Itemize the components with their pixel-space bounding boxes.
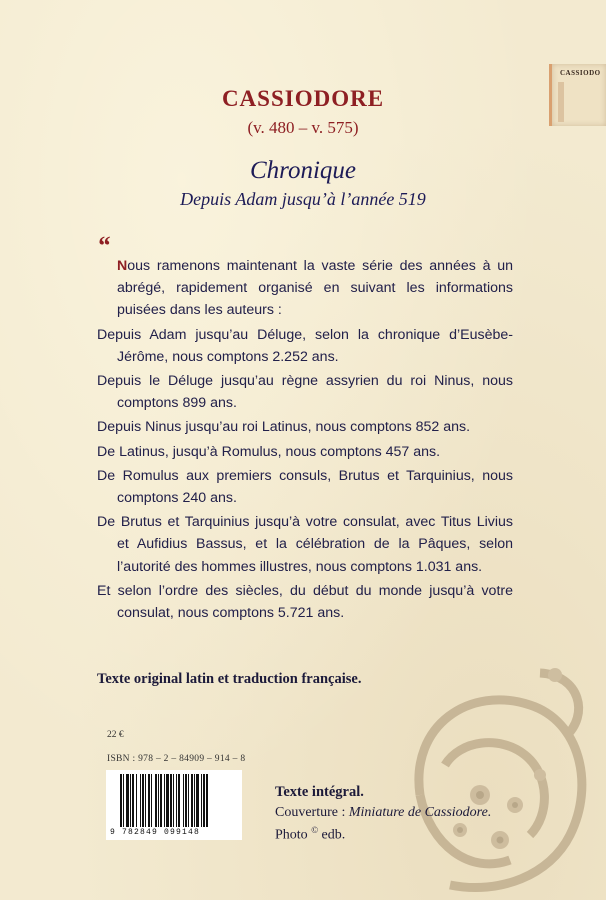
barcode-bar xyxy=(166,774,169,827)
barcode-bar xyxy=(151,774,152,827)
quote-entry: Depuis Adam jusqu’au Déluge, selon la chronique d’Eusèbe-Jérôme, nous comptons 2.252 ans. xyxy=(97,326,513,365)
author-name: CASSIODORE xyxy=(221,86,385,111)
barcode-bar xyxy=(194,774,195,827)
barcode-bar xyxy=(130,774,131,827)
photo-credit xyxy=(275,825,345,844)
spine-label: CASSIODO xyxy=(560,69,601,77)
barcode-bar xyxy=(196,774,199,827)
barcode-bar xyxy=(173,774,174,827)
quote-intro xyxy=(97,255,513,322)
barcode-bar xyxy=(155,774,157,827)
barcode xyxy=(106,770,242,840)
isbn: ISBN : 978 – 2 – 84909 – 914 – 8 xyxy=(107,754,246,764)
book-subtitle: Depuis Adam jusqu’à l’année 519 xyxy=(180,189,426,209)
price: 22 € xyxy=(107,730,124,740)
barcode-bar xyxy=(170,774,172,827)
barcode-bar xyxy=(140,774,141,827)
barcode-bar xyxy=(132,774,134,827)
edition-note: Texte original latin et traduction française. xyxy=(97,671,362,687)
barcode-bar xyxy=(201,774,202,827)
book-title: Chronique xyxy=(249,157,357,184)
cover-credit-text: Miniature de Cassiodore. xyxy=(348,805,492,820)
cover-label: Couverture : xyxy=(275,805,349,820)
barcode-bar xyxy=(120,774,122,827)
quote-open-mark: “ xyxy=(97,231,110,260)
barcode-bar xyxy=(191,774,193,827)
barcode-digits: 9 782849 099148 xyxy=(110,828,201,837)
quote-entry: De Latinus, jusqu’à Romulus, nous comptons 457 ans. xyxy=(97,443,441,460)
barcode-bar xyxy=(148,774,150,827)
author-dates: (v. 480 – v. 575) xyxy=(247,118,359,137)
quote-entry: De Romulus aux premiers consuls, Brutus et Tarquinius, nous comptons 240 ans. xyxy=(97,467,513,507)
barcode-bar xyxy=(142,774,144,827)
barcode-bar xyxy=(123,774,124,827)
barcode-bar xyxy=(203,774,205,827)
barcode-bar xyxy=(126,774,129,827)
barcode-bar xyxy=(158,774,159,827)
photo-label: Photo xyxy=(275,827,312,843)
cover-credit xyxy=(275,805,491,821)
quote-entry: Depuis Ninus jusqu’au roi Latinus, nous comptons 852 ans. xyxy=(97,419,471,436)
copyright-symbol: © xyxy=(311,825,319,835)
barcode-bar xyxy=(164,774,165,827)
integral-label: Texte intégral. xyxy=(275,784,364,800)
barcode-bars xyxy=(120,774,236,827)
barcode-bar xyxy=(185,774,187,827)
barcode-bar xyxy=(160,774,162,827)
barcode-bar xyxy=(183,774,184,827)
quote-entry: Depuis le Déluge jusqu’au règne assyrien du roi Ninus, nous comptons 899 ans. xyxy=(97,373,513,412)
photo-credit-text: edb. xyxy=(318,827,346,843)
barcode-bar xyxy=(136,774,137,827)
barcode-bar xyxy=(145,774,146,827)
drop-cap: N xyxy=(117,258,128,274)
barcode-bar xyxy=(178,774,180,827)
quote-intro-text: ous ramenons maintenant la vaste série des années à un abrégé, rapidement organisé en suivant les informations puisées dans les auteurs : xyxy=(117,258,513,319)
illuminated-letter-ornament xyxy=(390,645,606,900)
barcode-bar xyxy=(176,774,177,827)
excerpt-quote xyxy=(97,255,513,626)
barcode-bar xyxy=(206,774,208,827)
quote-entry: Et selon l’ordre des siècles, du début du monde jusqu’à votre consulat, nous comptons 5.721 ans. xyxy=(97,582,513,622)
barcode-bar xyxy=(188,774,189,827)
quote-entry: De Brutus et Tarquinius jusqu’à votre consulat, avec Titus Livius et Aufidius Bassus, et la célébration de la Pâques, selon l’autorité des hommes illustres, nous comptons 1.031 ans. xyxy=(97,514,513,575)
